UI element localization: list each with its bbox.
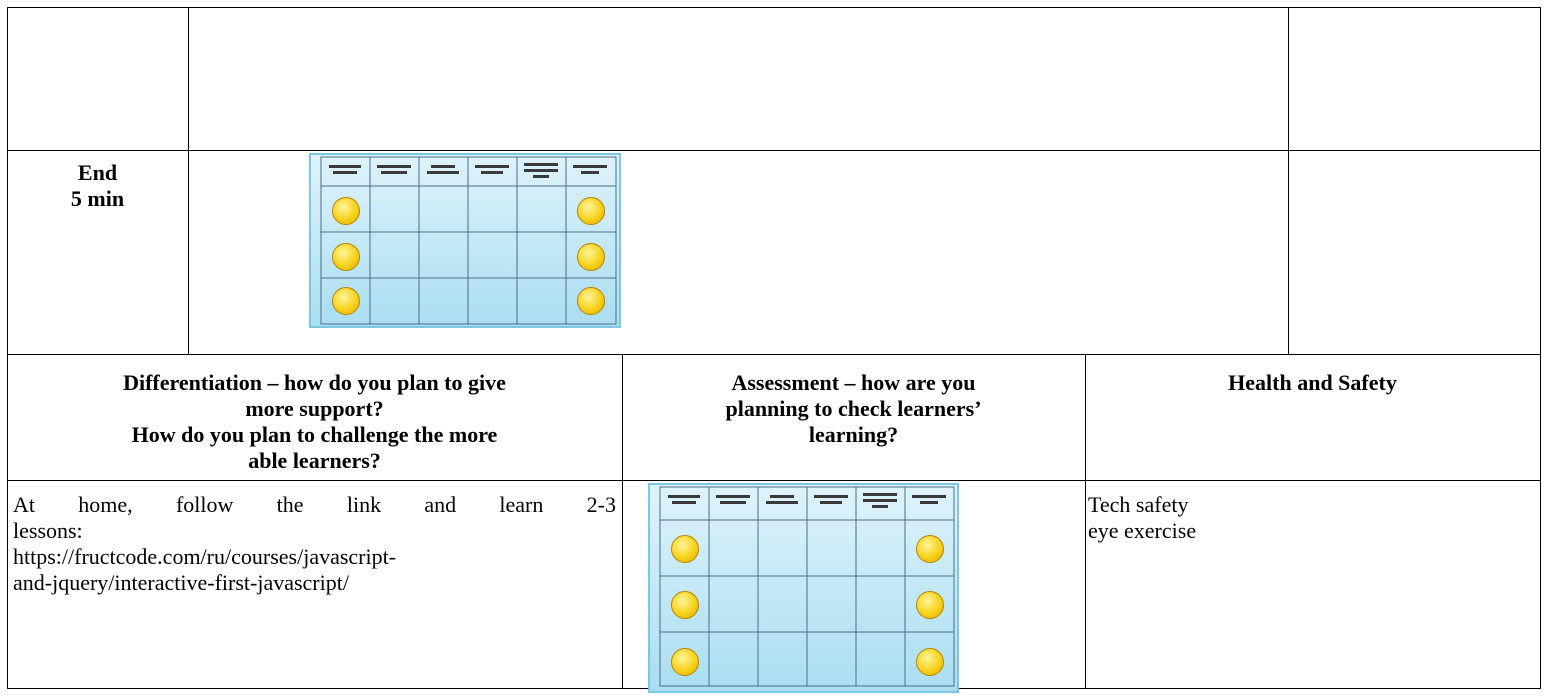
diff-content-line: lessons:: [13, 518, 83, 543]
diff-header-line: more support?: [245, 396, 384, 421]
row-divider-2: [7, 354, 1541, 355]
table-border-left: [7, 7, 8, 689]
col-divider-2: [1288, 7, 1289, 354]
health-item: eye exercise: [1088, 518, 1197, 543]
confused-face-icon: [332, 243, 360, 271]
assess-header-line: planning to check learners’: [725, 396, 982, 421]
table-border-top: [7, 7, 1541, 8]
table-border-right: [1540, 7, 1541, 689]
confused-face-icon: [577, 243, 605, 271]
assess-header-line: learning?: [808, 422, 899, 447]
diff-header-line: able learners?: [248, 448, 381, 473]
homework-link[interactable]: and-jquery/interactive-first-javascript/: [13, 570, 349, 595]
smiling-face-icon: [577, 287, 605, 315]
assess-header-line: Assessment – how are you: [731, 370, 976, 395]
thinking-face-icon: [671, 535, 699, 563]
reflection-table-image: [648, 483, 959, 693]
assessment-header: [622, 370, 1085, 448]
thinking-face-icon: [577, 197, 605, 225]
homework-link[interactable]: https://fructcode.com/ru/courses/javascript-: [13, 544, 397, 569]
stage-label: End: [77, 160, 118, 185]
thinking-face-icon: [916, 535, 944, 563]
reflection-table-image: [309, 153, 621, 328]
smiling-face-icon: [671, 648, 699, 676]
differentiation-content: [13, 492, 616, 596]
row-divider-1: [7, 150, 1541, 151]
col-divider-4: [1085, 354, 1086, 689]
thinking-face-icon: [332, 197, 360, 225]
stage-duration: 5 min: [70, 186, 125, 211]
diff-header-line: Differentiation – how do you plan to give: [123, 370, 506, 395]
health-safety-header: Health and Safety: [1228, 370, 1397, 395]
col-divider-1: [188, 7, 189, 354]
differentiation-header: [7, 370, 622, 474]
smiling-face-icon: [332, 287, 360, 315]
diff-header-line: How do you plan to challenge the more: [131, 422, 498, 447]
confused-face-icon: [671, 591, 699, 619]
diff-content-line: At home, follow the link and learn 2-3: [13, 492, 616, 517]
health-item: Tech safety: [1088, 492, 1189, 517]
smiling-face-icon: [916, 648, 944, 676]
health-safety-content: [1088, 492, 1533, 544]
confused-face-icon: [916, 591, 944, 619]
row-divider-3: [7, 480, 1541, 481]
